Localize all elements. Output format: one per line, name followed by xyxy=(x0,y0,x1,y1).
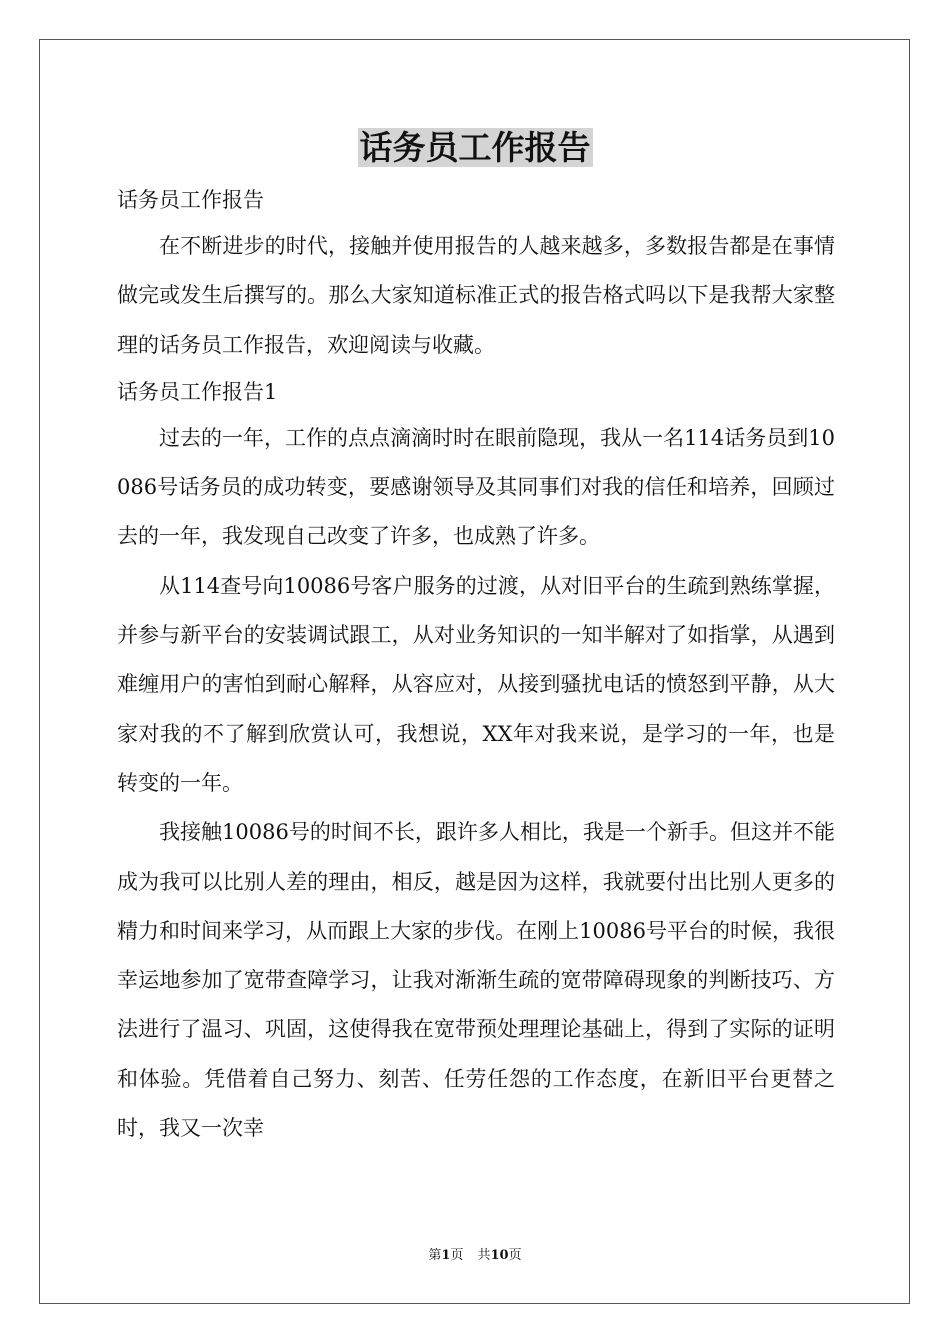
page-footer xyxy=(0,1247,950,1265)
section-heading: 话务员工作报告1 xyxy=(117,379,278,404)
body-paragraph-3: 我接触10086号的时间不长，跟许多人相比，我是一个新手。但这并不能成为我可以比别人差的理由，相反，越是因为这样，我就要付出比别人更多的精力和时间来学习，从而跟上大家的步伐。在刚上10086号平台的时候，我很幸运地参加了宽带查障学习，让我对渐渐生疏的宽带障碍现象的判断技巧、方法进行了温习、巩固，这使得我在宽带预处理理论基础上，得到了实际的证明和体验。凭借着自己努力、刻苦、任劳任怨的工作态度，在新旧平台更替之时，我又一次幸 xyxy=(117,820,835,1141)
body-paragraph-2: 从114查号向10086号客户服务的过渡，从对旧平台的生疏到熟练掌握，并参与新平台的安装调试跟工，从对业务知识的一知半解对了如指掌，从遇到难缠用户的害怕到耐心解释，从容应对，从接到骚扰电话的愤怒到平静，从大家对我的不了解到欣赏认可，我想说，XX年对我来说，是学习的一年，也是转变的一年。 xyxy=(117,573,835,795)
document-subtitle: 话务员工作报告 xyxy=(117,188,264,212)
document-title-text: 话务员工作报告 xyxy=(359,128,591,167)
page-total-prefix: 共 xyxy=(477,1248,491,1263)
body-paragraph-1: 过去的一年，工作的点点滴滴时时在眼前隐现，我从一名114话务员到10086号话务员的成功转变，要感谢领导及其同事们对我的信任和培养，回顾过去的一年，我发现自己改变了许多，也成熟了许多。 xyxy=(117,425,835,549)
page-number-suffix: 页 xyxy=(450,1248,464,1263)
page-number-prefix: 第 xyxy=(428,1248,442,1263)
document-body xyxy=(117,178,835,1153)
document-title xyxy=(0,124,950,172)
intro-paragraph: 在不断进步的时代，接触并使用报告的人越来越多，多数报告都是在事情做完或发生后撰写的。那么大家知道标准正式的报告格式吗以下是我帮大家整理的话务员工作报告，欢迎阅读与收藏。 xyxy=(117,234,835,357)
page-total-suffix: 页 xyxy=(508,1248,522,1263)
page-number-current: 1 xyxy=(441,1248,451,1263)
page-total-count: 10 xyxy=(490,1248,509,1263)
